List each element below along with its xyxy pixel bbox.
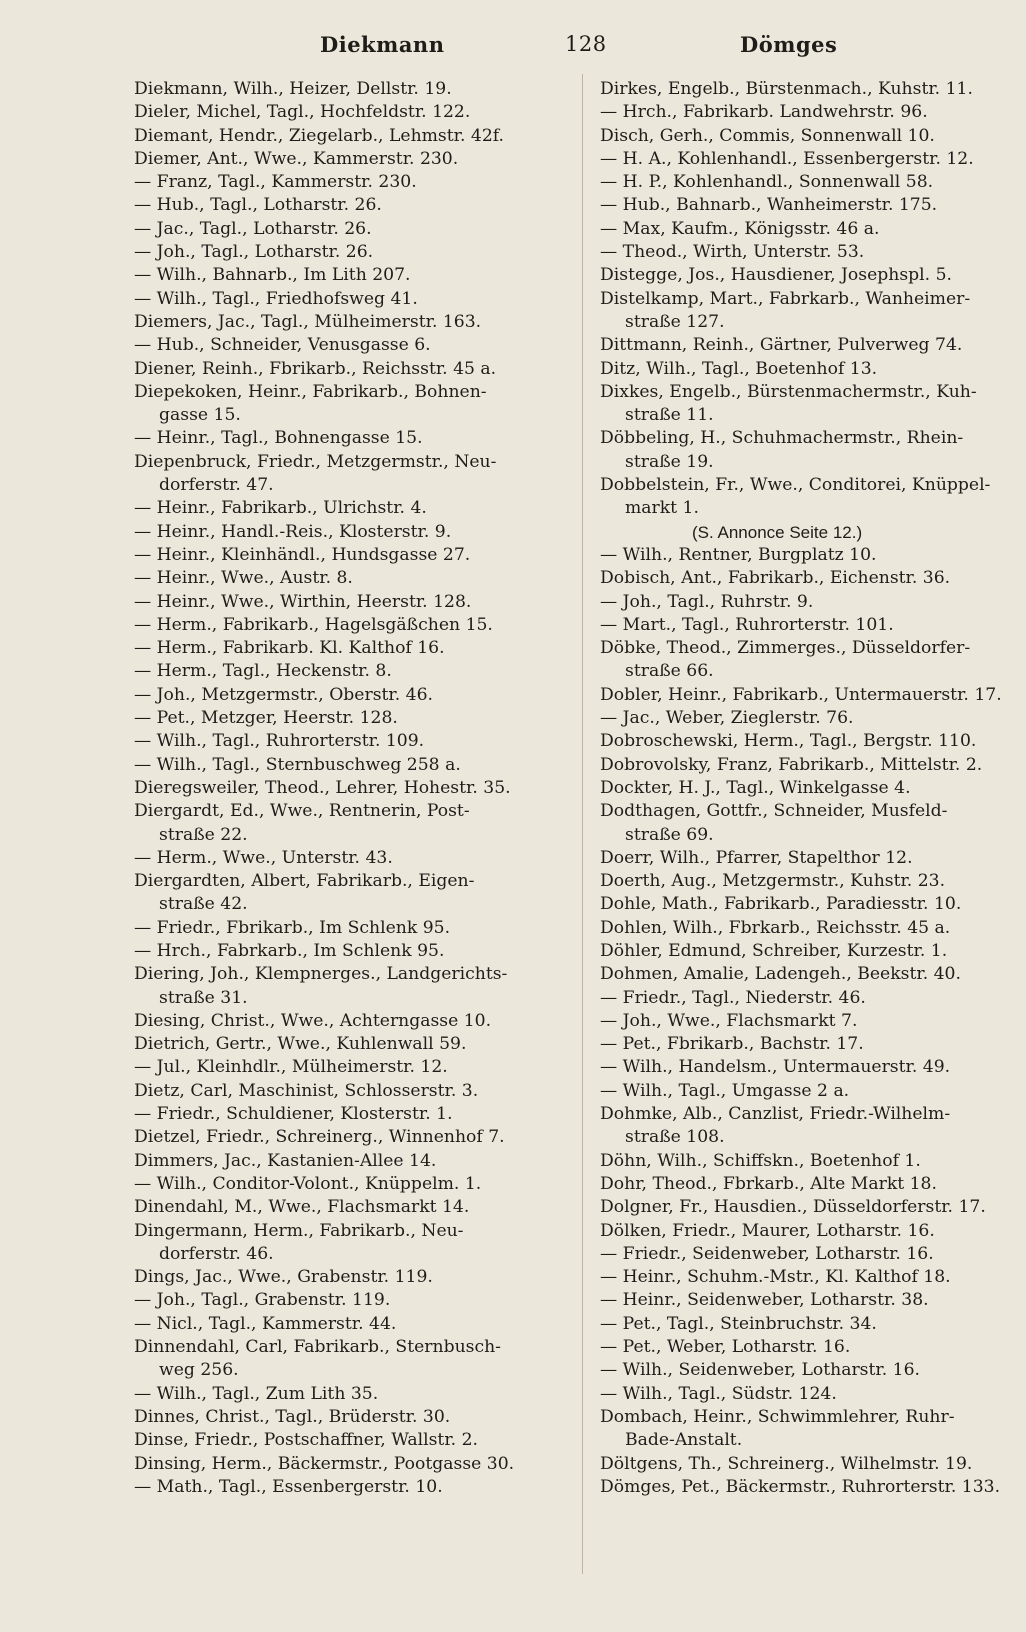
page-header bbox=[130, 32, 1010, 66]
directory-entry: — Pet., Metzger, Heerstr. 128. bbox=[134, 708, 398, 729]
directory-entry: Dietrich, Gertr., Wwe., Kuhlenwall 59. bbox=[134, 1034, 467, 1055]
directory-entry: — Theod., Wirth, Unterstr. 53. bbox=[600, 242, 865, 263]
directory-entry: — Friedr., Fbrikarb., Im Schlenk 95. bbox=[134, 917, 451, 938]
directory-entry: — Joh., Tagl., Ruhrstr. 9. bbox=[600, 591, 814, 612]
directory-entry: Diekmann, Wilh., Heizer, Dellstr. 19. bbox=[134, 79, 452, 99]
directory-entry: — Wilh., Bahnarb., Im Lith 207. bbox=[134, 265, 411, 286]
entry-continuation: straße 22. bbox=[159, 824, 248, 845]
left-column bbox=[134, 78, 570, 1499]
directory-entry: — Wilh., Tagl., Ruhrorterstr. 109. bbox=[134, 731, 425, 752]
directory-entry: — Herm., Fabrikarb., Hagelsgäßchen 15. bbox=[134, 614, 493, 635]
directory-entry: — Pet., Tagl., Steinbruchstr. 34. bbox=[600, 1313, 877, 1334]
directory-entry: — Joh., Tagl., Lotharstr. 26. bbox=[134, 242, 374, 263]
directory-entry: Diesing, Christ., Wwe., Achterngasse 10. bbox=[134, 1010, 492, 1031]
directory-entry: — Hrch., Fabrikarb. Landwehrstr. 96. bbox=[600, 102, 928, 123]
directory-entry: — Heinr., Kleinhändl., Hundsgasse 27. bbox=[134, 544, 471, 565]
directory-entry: Dirkes, Engelb., Bürstenmach., Kuhstr. 11. bbox=[600, 79, 973, 99]
directory-entry: Döhn, Wilh., Schiffskn., Boetenhof 1. bbox=[600, 1150, 921, 1171]
directory-entry: — Heinr., Fabrikarb., Ulrichstr. 4. bbox=[134, 498, 427, 519]
directory-entry: — Jac., Tagl., Lotharstr. 26. bbox=[134, 218, 372, 239]
directory-entry: Ditz, Wilh., Tagl., Boetenhof 13. bbox=[600, 358, 878, 379]
directory-entry: Dinnes, Christ., Tagl., Brüderstr. 30. bbox=[134, 1406, 451, 1427]
directory-entry: Dölken, Friedr., Maurer, Lotharstr. 16. bbox=[600, 1220, 935, 1241]
directory-entry: Dietzel, Friedr., Schreinerg., Winnenhof 7. bbox=[134, 1127, 505, 1148]
entry-continuation: dorferstr. 47. bbox=[159, 475, 274, 496]
entry-continuation: weg 256. bbox=[159, 1360, 239, 1381]
directory-entry: — Wilh., Tagl., Südstr. 124. bbox=[600, 1383, 837, 1404]
entry-continuation: straße 31. bbox=[159, 987, 248, 1008]
directory-entry: — Wilh., Tagl., Friedhofsweg 41. bbox=[134, 288, 418, 309]
directory-entry: — Wilh., Seidenweber, Lotharstr. 16. bbox=[600, 1360, 920, 1381]
directory-entry: Dobler, Heinr., Fabrikarb., Untermauerstr. 17. bbox=[600, 684, 1002, 705]
directory-entry: — Heinr., Tagl., Bohnengasse 15. bbox=[134, 428, 423, 449]
directory-entry: — Heinr., Seidenweber, Lotharstr. 38. bbox=[600, 1290, 929, 1311]
directory-entry: — Wilh., Handelsm., Untermauerstr. 49. bbox=[600, 1057, 951, 1078]
directory-entry: — Jul., Kleinhdlr., Mülheimerstr. 12. bbox=[134, 1057, 448, 1078]
directory-entry: Dombach, Heinr., Schwimmlehrer, Ruhr- bbox=[600, 1406, 955, 1427]
directory-entry: Dings, Jac., Wwe., Grabenstr. 119. bbox=[134, 1267, 433, 1288]
directory-entry: — Heinr., Wwe., Wirthin, Heerstr. 128. bbox=[134, 591, 472, 612]
directory-entry: — Friedr., Seidenweber, Lotharstr. 16. bbox=[600, 1243, 934, 1264]
entry-continuation: Bade-Anstalt. bbox=[625, 1430, 743, 1451]
entry-continuation: markt 1. bbox=[625, 498, 699, 519]
header-left-keyword: Diekmann bbox=[320, 32, 445, 57]
directory-entry: Dodthagen, Gottfr., Schneider, Musfeld- bbox=[600, 801, 948, 822]
directory-entry: — Herm., Fabrikarb. Kl. Kalthof 16. bbox=[134, 638, 445, 659]
directory-entry: Distegge, Jos., Hausdiener, Josephspl. 5. bbox=[600, 265, 952, 286]
directory-entry: — Math., Tagl., Essenbergerstr. 10. bbox=[134, 1476, 443, 1497]
directory-entry: — Wilh., Tagl., Umgasse 2 a. bbox=[600, 1080, 850, 1101]
directory-entry: Dittmann, Reinh., Gärtner, Pulverweg 74. bbox=[600, 335, 963, 356]
directory-entry: — Wilh., Tagl., Zum Lith 35. bbox=[134, 1383, 379, 1404]
entry-continuation: straße 69. bbox=[625, 824, 714, 845]
directory-entry: Dingermann, Herm., Fabrikarb., Neu- bbox=[134, 1220, 464, 1241]
page-number: 128 bbox=[565, 32, 607, 56]
annotation-note: (S. Annonce Seite 12.) bbox=[692, 522, 863, 542]
directory-entry: — Heinr., Handl.-Reis., Klosterstr. 9. bbox=[134, 521, 452, 542]
directory-entry: Dimmers, Jac., Kastanien-Allee 14. bbox=[134, 1150, 437, 1171]
directory-entry: Dinse, Friedr., Postschaffner, Wallstr. 2. bbox=[134, 1430, 478, 1451]
directory-entry: — Wilh., Rentner, Burgplatz 10. bbox=[600, 544, 877, 565]
directory-entry: — Herm., Tagl., Heckenstr. 8. bbox=[134, 661, 392, 682]
directory-entry: — Mart., Tagl., Ruhrorterstr. 101. bbox=[600, 614, 894, 635]
directory-entry: Dömges, Pet., Bäckermstr., Ruhrorterstr. 133. bbox=[600, 1476, 1001, 1497]
directory-entry: Dohle, Math., Fabrikarb., Paradiesstr. 10. bbox=[600, 894, 962, 915]
directory-entry: — Wilh., Tagl., Sternbuschweg 258 a. bbox=[134, 754, 461, 775]
directory-entry: Distelkamp, Mart., Fabrkarb., Wanheimer- bbox=[600, 288, 971, 309]
directory-entry: — Pet., Fbrikarb., Bachstr. 17. bbox=[600, 1034, 864, 1055]
entry-continuation: straße 42. bbox=[159, 894, 248, 915]
directory-entry: — Heinr., Schuhm.-Mstr., Kl. Kalthof 18. bbox=[600, 1267, 951, 1288]
directory-entry: — Joh., Metzgermstr., Oberstr. 46. bbox=[134, 684, 434, 705]
directory-entry: Dieregsweiler, Theod., Lehrer, Hohestr. 35. bbox=[134, 777, 511, 798]
directory-entry: — Friedr., Tagl., Niederstr. 46. bbox=[600, 987, 866, 1008]
directory-entry: Dietz, Carl, Maschinist, Schlosserstr. 3. bbox=[134, 1080, 479, 1101]
directory-entry: Dieler, Michel, Tagl., Hochfeldstr. 122. bbox=[134, 102, 471, 123]
directory-entry: Diemer, Ant., Wwe., Kammerstr. 230. bbox=[134, 148, 459, 169]
directory-entry: — Jac., Weber, Zieglerstr. 76. bbox=[600, 708, 854, 729]
directory-entry: Dockter, H. J., Tagl., Winkelgasse 4. bbox=[600, 777, 911, 798]
directory-entry: Doerth, Aug., Metzgermstr., Kuhstr. 23. bbox=[600, 871, 946, 892]
directory-entry: — Wilh., Conditor-Volont., Knüppelm. 1. bbox=[134, 1173, 482, 1194]
entry-continuation: straße 66. bbox=[625, 661, 714, 682]
directory-entry: Diergardt, Ed., Wwe., Rentnerin, Post- bbox=[134, 801, 470, 822]
directory-entry: Dolgner, Fr., Hausdien., Düsseldorferstr. 17. bbox=[600, 1197, 986, 1218]
directory-entry: — Hrch., Fabrkarb., Im Schlenk 95. bbox=[134, 940, 445, 961]
directory-entry: Dohlen, Wilh., Fbrkarb., Reichsstr. 45 a. bbox=[600, 917, 951, 938]
directory-entry: Dixkes, Engelb., Bürstenmachermstr., Kuh- bbox=[600, 381, 977, 402]
entry-continuation: dorferstr. 46. bbox=[159, 1243, 274, 1264]
entry-continuation: straße 127. bbox=[625, 311, 725, 332]
directory-entry: Dinnendahl, Carl, Fabrikarb., Sternbusch- bbox=[134, 1337, 501, 1358]
directory-entry: — Hub., Bahnarb., Wanheimerstr. 175. bbox=[600, 195, 938, 216]
directory-entry: Dinendahl, M., Wwe., Flachsmarkt 14. bbox=[134, 1197, 470, 1218]
column-divider bbox=[582, 74, 583, 1574]
directory-entry: Döhler, Edmund, Schreiber, Kurzestr. 1. bbox=[600, 940, 948, 961]
directory-entry: — H. P., Kohlenhandl., Sonnenwall 58. bbox=[600, 172, 934, 193]
directory-entry: Diener, Reinh., Fbrikarb., Reichsstr. 45 a. bbox=[134, 358, 497, 379]
directory-entry: Dobrovolsky, Franz, Fabrikarb., Mittelstr. 2. bbox=[600, 754, 983, 775]
directory-entry: Döbbeling, H., Schuhmachermstr., Rhein- bbox=[600, 428, 964, 449]
header-right-keyword: Dömges bbox=[740, 32, 838, 57]
directory-entry: — Heinr., Wwe., Austr. 8. bbox=[134, 568, 353, 589]
directory-entry: — Joh., Tagl., Grabenstr. 119. bbox=[134, 1290, 391, 1311]
entry-continuation: straße 19. bbox=[625, 451, 714, 472]
directory-entry: Dohmke, Alb., Canzlist, Friedr.-Wilhelm- bbox=[600, 1104, 951, 1125]
directory-entry: — Nicl., Tagl., Kammerstr. 44. bbox=[134, 1313, 397, 1334]
directory-entry: Diemers, Jac., Tagl., Mülheimerstr. 163. bbox=[134, 311, 482, 332]
directory-entry: — Joh., Wwe., Flachsmarkt 7. bbox=[600, 1010, 858, 1031]
entry-continuation: gasse 15. bbox=[159, 405, 241, 426]
directory-entry: — Herm., Wwe., Unterstr. 43. bbox=[134, 847, 393, 868]
directory-entry: Diering, Joh., Klempnerges., Landgerichts- bbox=[134, 964, 508, 985]
directory-entry: — Franz, Tagl., Kammerstr. 230. bbox=[134, 172, 417, 193]
directory-entry: — Pet., Weber, Lotharstr. 16. bbox=[600, 1337, 851, 1358]
directory-entry: — H. A., Kohlenhandl., Essenbergerstr. 12. bbox=[600, 148, 974, 169]
entry-continuation: straße 108. bbox=[625, 1127, 725, 1148]
directory-entry: Dohr, Theod., Fbrkarb., Alte Markt 18. bbox=[600, 1173, 937, 1194]
directory-entry: — Hub., Schneider, Venusgasse 6. bbox=[134, 335, 431, 356]
directory-entry: Dinsing, Herm., Bäckermstr., Pootgasse 30. bbox=[134, 1453, 515, 1474]
directory-entry: Doerr, Wilh., Pfarrer, Stapelthor 12. bbox=[600, 847, 913, 868]
directory-entry: Dobroschewski, Herm., Tagl., Bergstr. 110. bbox=[600, 731, 977, 752]
directory-entry: Diepekoken, Heinr., Fabrikarb., Bohnen- bbox=[134, 381, 487, 402]
directory-entry: Disch, Gerh., Commis, Sonnenwall 10. bbox=[600, 125, 935, 146]
directory-entry: Diergardten, Albert, Fabrikarb., Eigen- bbox=[134, 871, 475, 892]
directory-entry: Döbke, Theod., Zimmerges., Düsseldorfer- bbox=[600, 638, 971, 659]
directory-entry: — Friedr., Schuldiener, Klosterstr. 1. bbox=[134, 1104, 453, 1125]
directory-entry: Diemant, Hendr., Ziegelarb., Lehmstr. 42f. bbox=[134, 125, 504, 146]
directory-entry: Diepenbruck, Friedr., Metzgermstr., Neu- bbox=[134, 451, 497, 472]
entry-continuation: straße 11. bbox=[625, 405, 714, 426]
directory-entry: — Hub., Tagl., Lotharstr. 26. bbox=[134, 195, 382, 216]
right-column bbox=[600, 78, 1024, 1499]
directory-entry: Döltgens, Th., Schreinerg., Wilhelmstr. 19. bbox=[600, 1453, 973, 1474]
directory-entry: Dohmen, Amalie, Ladengeh., Beekstr. 40. bbox=[600, 964, 961, 985]
directory-entry: Dobisch, Ant., Fabrikarb., Eichenstr. 36. bbox=[600, 568, 951, 589]
directory-entry: Dobbelstein, Fr., Wwe., Conditorei, Knüppel- bbox=[600, 475, 991, 496]
directory-entry: — Max, Kaufm., Königsstr. 46 a. bbox=[600, 218, 880, 239]
